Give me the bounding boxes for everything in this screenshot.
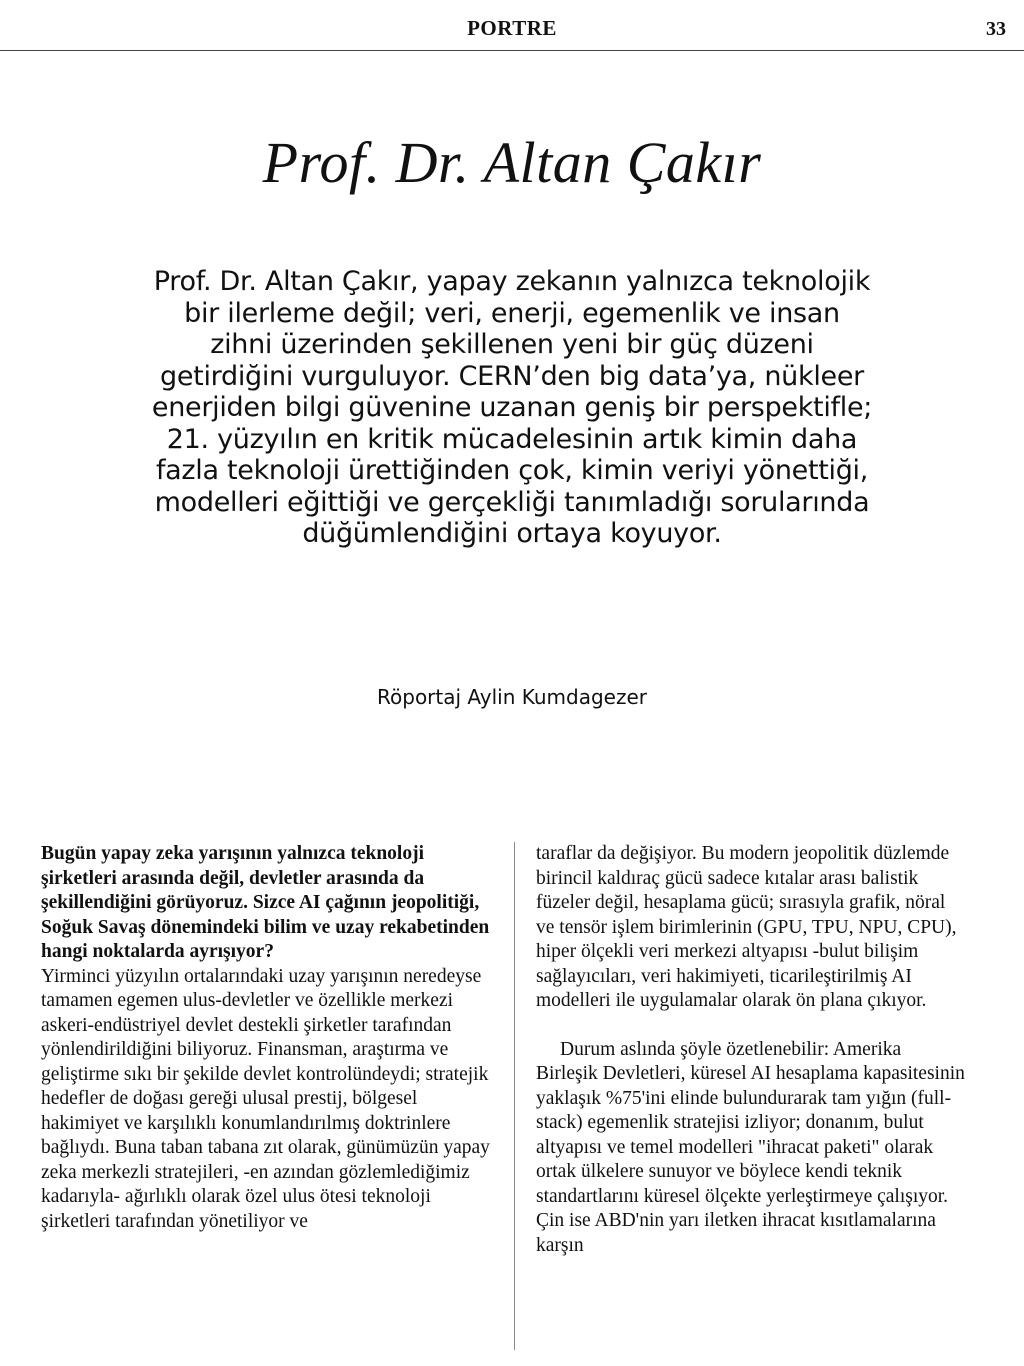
interview-answer: Yirminci yüzyılın ortalarındaki uzay yarışının neredeyse tamamen egemen ulus-devletler ve özellikle merkezi askeri-endüstriyel devlet destekli şirketler tarafından yönlendirildiğini biliyoruz. Finansman, araştırma ve geliştirme sıkı bir şekilde devlet kontrolündeydi; stratejik hedefler de doğası gereği ulusal prestij, bölgesel hakimiyet ve karşılıklı konumlandırılmış doktrinlere bağlıydı. Buna taban tabana zıt olarak, günümüzün yapay zeka merkezli stratejileri, -en azından gözlemlediğimiz kadarıyla- ağırlıklı olarak özel ulus ötesi teknoloji şirketleri tarafından yönetiliyor ve bbox=[41, 965, 490, 1232]
body-column-left bbox=[41, 842, 496, 1234]
column-divider bbox=[514, 842, 515, 1350]
body-paragraph: Durum aslında şöyle özetlenebilir: Amerika Birleşik Devletleri, küresel AI hesaplama kapasitesinin yaklaşık %75'ini elinde bulundurarak tam yığın (full-stack) egemenlik stratejisi izliyor; donanım, bulut altyapısı ve temel modelleri "ihracat paketi" olarak ortak ülkelere sunuyor ve böylece kendi teknik standartlarını küresel ölçekte yerleştirmeye çalışıyor. Çin ise ABD'nin yarı iletken ihracat kısıtlamalarına karşın bbox=[536, 1038, 965, 1256]
section-name: PORTRE bbox=[467, 16, 557, 40]
question-paragraph bbox=[41, 842, 496, 1234]
header-rule bbox=[0, 50, 1024, 51]
article-title: Prof. Dr. Altan Çakır bbox=[262, 130, 762, 195]
article-lead: Prof. Dr. Altan Çakır, yapay zekanın yalnızca teknolojik bir ilerleme değil; veri, enerji, egemenlik ve insan zihni üzerinden şekillenen yeni bir güç düzeni getirdiğini vurguluyor. CERN’den big data’ya, nükleer enerjiden bilgi güvenine uzanan geniş bir perspektifle; 21. yüzyılın en kritik mücadelesinin artık kimin daha fazla teknoloji ürettiğinden çok, kimin veriyi yönettiği, modelleri eğittiği ve gerçekliği tanımladığı sorularında düğümlendiğini ortaya koyuyor. bbox=[151, 266, 873, 549]
answer-continuation: taraflar da değişiyor. Bu modern jeopolitik düzlemde birincil kaldıraç gücü sadece kıtalar arası balistik füzeler değil, hesaplama gücü; sırasıyla grafik, nöral ve tensör işlem birimlerinin (GPU, TPU, NPU, CPU), hiper ölçekli veri merkezi altyapısı -bulut bilişim sağlayıcıları, veri hakimiyeti, ticarileştirilmiş AI modelleri ile uygulamalar olarak ön plana çıkıyor. bbox=[536, 843, 957, 1011]
article-byline: Röportaj Aylin Kumdagezer bbox=[377, 685, 647, 709]
page-number: 33 bbox=[986, 18, 1006, 40]
interview-question: Bugün yapay zeka yarışının yalnızca teknoloji şirketleri arasında değil, devletler arasında da şekillendiğini görüyoruz. Sizce AI çağının jeopolitiği, Soğuk Savaş dönemindeki bilim ve uzay rekabetinden hangi noktalarda ayrışıyor? bbox=[41, 843, 490, 962]
body-column-right bbox=[536, 842, 966, 1258]
page-header bbox=[0, 0, 1024, 52]
